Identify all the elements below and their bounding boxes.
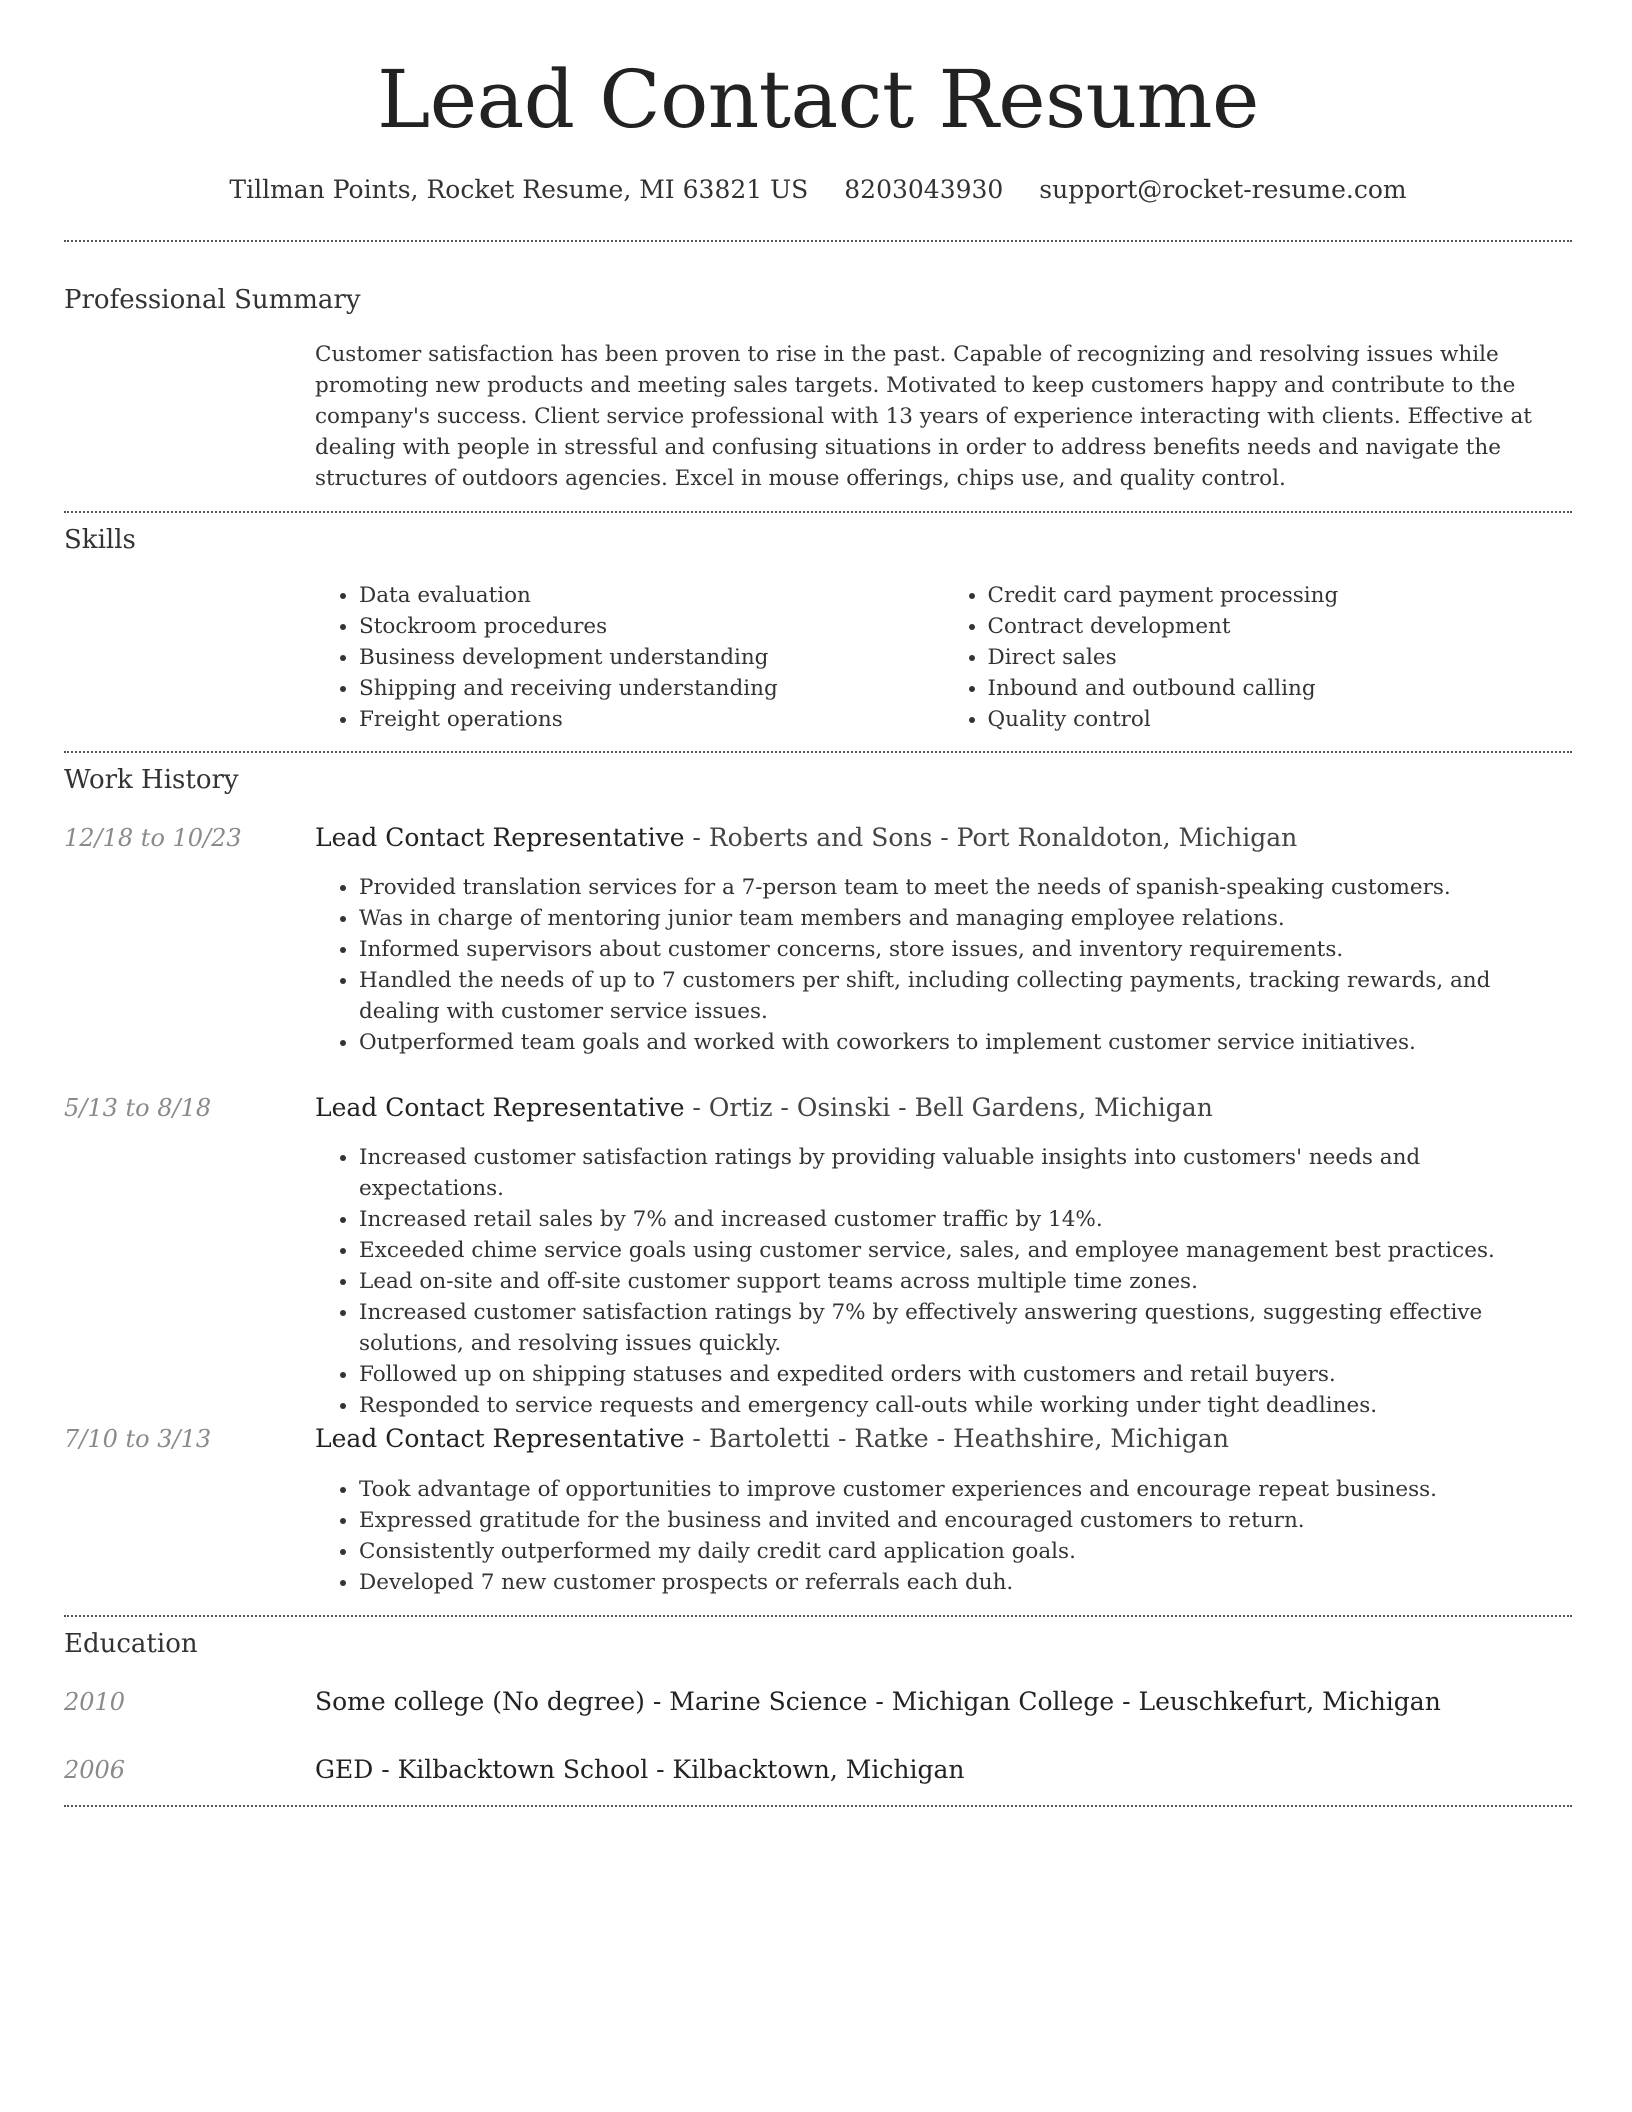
skill-item: • Quality control: [988, 704, 1573, 735]
job-bullet: • Informed supervisors about customer concerns, store issues, and inventory requirements.: [359, 934, 1572, 965]
job-dates: 5/13 to 8/18: [64, 1094, 212, 1122]
job-bullet: • Lead on-site and off-site customer support teams across multiple time zones.: [359, 1266, 1572, 1297]
job-title: Lead Contact Representative: [315, 823, 685, 852]
skill-item: • Stockroom procedures: [359, 611, 944, 642]
resume-page: [64, 0, 1572, 1784]
job-entry: [64, 1421, 1572, 1457]
education-entry: [64, 1684, 1572, 1720]
contact-address: Tillman Points, Rocket Resume, MI 63821 US: [229, 175, 809, 204]
resume-title: Lead Contact Resume: [377, 53, 1259, 146]
divider: [64, 511, 1572, 513]
job-bullets: [315, 1142, 1572, 1421]
divider: [64, 240, 1572, 242]
job-bullet: • Handled the needs of up to 7 customers per shift, including collecting payments, tracking rewards, and dealing with customer service issues.: [359, 965, 1572, 1027]
job-dates: 12/18 to 10/23: [64, 824, 242, 852]
skill-item: • Data evaluation: [359, 580, 944, 611]
divider: [64, 1805, 1572, 1807]
education-year: 2006: [64, 1756, 126, 1784]
contact-phone: 8203043930: [844, 175, 1004, 204]
skills-column-right: [944, 580, 1573, 735]
skills-column-left: [315, 580, 944, 735]
job-bullet: • Responded to service requests and emergency call-outs while working under tight deadlines.: [359, 1390, 1572, 1421]
summary-heading: Professional Summary: [64, 285, 361, 315]
job-bullet: • Increased customer satisfaction ratings by 7% by effectively answering questions, suggesting effective solutions, and resolving issues quickly.: [359, 1297, 1572, 1359]
job-dates: 7/10 to 3/13: [64, 1425, 212, 1453]
skill-item: • Shipping and receiving understanding: [359, 673, 944, 704]
job-heading: [315, 1421, 1229, 1457]
education-text: Some college (No degree) - Marine Science - Michigan College - Leuschkefurt, Michigan: [315, 1687, 1441, 1716]
job-details: - Ortiz - Osinski - Bell Gardens, Michigan: [684, 1093, 1213, 1122]
divider: [64, 751, 1572, 753]
education-heading: Education: [64, 1629, 198, 1659]
job-entry: [64, 1090, 1572, 1126]
job-bullet: • Followed up on shipping statuses and expedited orders with customers and retail buyers.: [359, 1359, 1572, 1390]
job-entry: [64, 820, 1572, 856]
summary-text: Customer satisfaction has been proven to rise in the past. Capable of recognizing and resolving issues while promoting new products and meeting sales targets. Motivated to keep customers happy and contribute to the company's success. Client service professional with 13 years of experience interacting with clients. Effective at dealing with people in stressful and confusing situations in order to address benefits needs and navigate the structures of outdoors agencies. Excel in mouse offerings, chips use, and quality control.: [315, 342, 1532, 491]
job-bullet: • Increased retail sales by 7% and increased customer traffic by 14%.: [359, 1204, 1572, 1235]
job-bullets: [315, 872, 1572, 1058]
work-heading: Work History: [64, 765, 239, 795]
job-bullet: • Exceeded chime service goals using customer service, sales, and employee management best practices.: [359, 1235, 1572, 1266]
education-text: GED - Kilbacktown School - Kilbacktown, Michigan: [315, 1755, 965, 1784]
skill-item: • Credit card payment processing: [988, 580, 1573, 611]
job-bullets: [315, 1474, 1572, 1598]
job-bullet: • Expressed gratitude for the business and invited and encouraged customers to return.: [359, 1505, 1572, 1536]
contact-email: support@rocket-resume.com: [1039, 175, 1407, 204]
job-title: Lead Contact Representative: [315, 1093, 685, 1122]
skill-item: • Contract development: [988, 611, 1573, 642]
job-bullet: • Developed 7 new customer prospects or referrals each duh.: [359, 1567, 1572, 1598]
job-bullet: • Took advantage of opportunities to improve customer experiences and encourage repeat business.: [359, 1474, 1572, 1505]
job-bullet: • Provided translation services for a 7-person team to meet the needs of spanish-speaking customers.: [359, 872, 1572, 903]
education-year: 2010: [64, 1688, 126, 1716]
divider: [64, 1615, 1572, 1617]
summary-body: [315, 339, 1572, 494]
job-title: Lead Contact Representative: [315, 1424, 685, 1453]
skill-item: • Direct sales: [988, 642, 1573, 673]
skills-list: [315, 580, 1572, 735]
job-bullet: • Increased customer satisfaction ratings by providing valuable insights into customers' needs and expectations.: [359, 1142, 1572, 1204]
job-bullet: • Was in charge of mentoring junior team members and managing employee relations.: [359, 903, 1572, 934]
contact-line: [64, 172, 1572, 208]
job-bullet: • Outperformed team goals and worked with coworkers to implement customer service initiatives.: [359, 1027, 1572, 1058]
skill-item: • Business development understanding: [359, 642, 944, 673]
job-details: - Bartoletti - Ratke - Heathshire, Michigan: [684, 1424, 1229, 1453]
education-entry: [64, 1752, 1572, 1788]
job-bullet: • Consistently outperformed my daily credit card application goals.: [359, 1536, 1572, 1567]
job-heading: [315, 1090, 1213, 1126]
skills-heading: Skills: [64, 525, 136, 555]
skill-item: • Freight operations: [359, 704, 944, 735]
job-details: - Roberts and Sons - Port Ronaldoton, Michigan: [684, 823, 1298, 852]
job-heading: [315, 820, 1297, 856]
skill-item: • Inbound and outbound calling: [988, 673, 1573, 704]
